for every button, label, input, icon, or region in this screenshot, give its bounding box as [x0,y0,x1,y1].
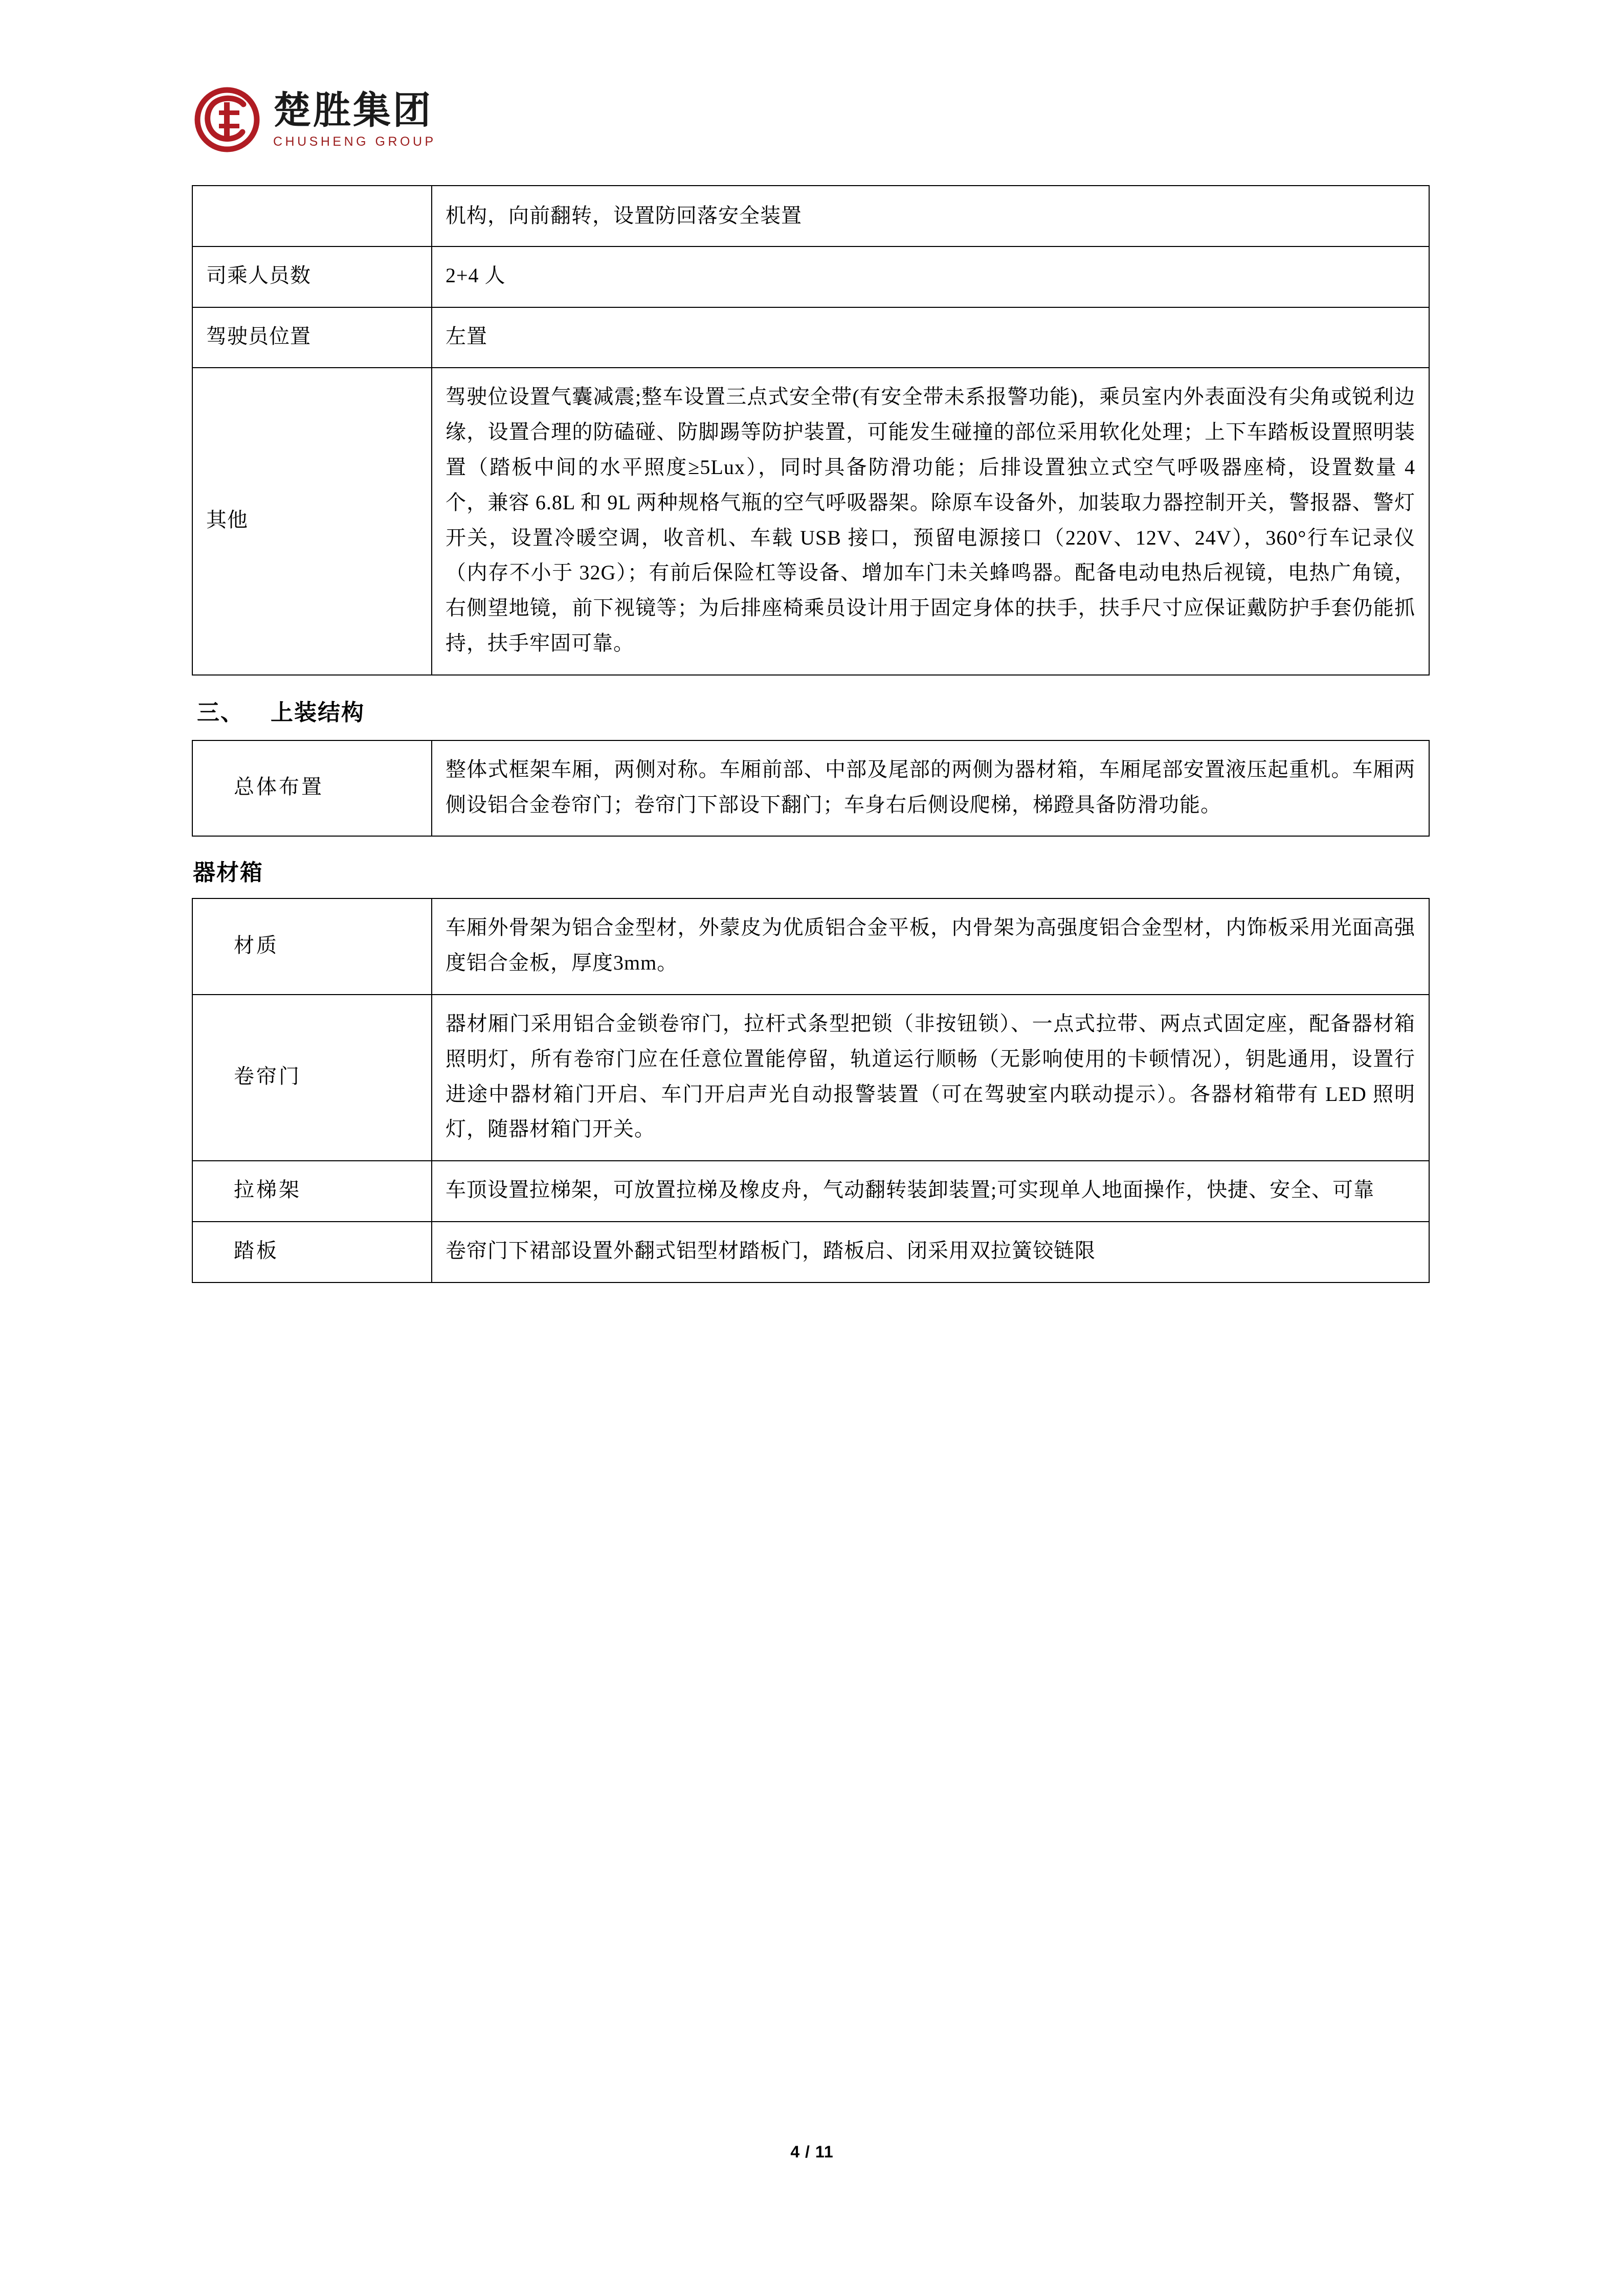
row-value: 机构，向前翻转，设置防回落安全装置 [432,186,1429,246]
table-row [192,1222,1429,1282]
subsection-heading: 器材箱 [193,860,263,886]
row-label: 其他 [192,368,432,674]
table-row [192,186,1429,246]
spec-table-equipment-box [192,898,1430,1282]
brand-text [273,88,436,149]
row-label: 卷帘门 [192,995,432,1161]
row-value: 器材厢门采用铝合金锁卷帘门，拉杆式条型把锁（非按钮锁）、一点式拉带、两点式固定座，配备器材箱照明灯，所有卷帘门应在任意位置能停留，轨道运行顺畅（无影响使用的卡顿情况），钥匙通用，设置行进途中器材箱门开启、车门开启声光自动报警装置（可在驾驶室内联动提示）。各器材箱带有 LED 照明灯，随器材箱门开关。 [432,995,1429,1161]
brand-name-en: CHUSHENG GROUP [273,134,436,149]
table-row [192,246,1429,307]
row-value: 车顶设置拉梯架，可放置拉梯及橡皮舟，气动翻转装卸装置;可实现单人地面操作，快捷、安全、可靠 [432,1161,1429,1222]
row-value: 驾驶位设置气囊减震;整车设置三点式安全带(有安全带未系报警功能)，乘员室内外表面没有尖角或锐利边缘，设置合理的防磕碰、防脚踢等防护装置，可能发生碰撞的部位采用软化处理；上下车踏板设置照明装置（踏板中间的水平照度≥5Lux），同时具备防滑功能；后排设置独立式空气呼吸器座椅，设置数量 4 个，兼容 6.8L 和 9L 两种规格气瓶的空气呼吸器架。除原车设备外，加装取力器控制开关，警报器、警灯开关，设置冷暖空调，收音机、车载 USB 接口，预留电源接口（220V、12V、24V），360°行车记录仪（内存不小于 32G）；有前后保险杠等设备、增加车门未关蜂鸣器。配备电动电热后视镜，电热广角镜，右侧望地镜，前下视镜等；为后排座椅乘员设计用于固定身体的扶手，扶手尺寸应保证戴防护手套仍能抓持，扶手牢固可靠。 [432,368,1429,674]
row-label: 踏板 [192,1222,432,1282]
page-number: 4 / 11 [790,2143,834,2161]
row-label: 材质 [192,898,432,995]
chusheng-logo-icon [194,87,260,152]
document-header [194,87,436,152]
row-label: 司乘人员数 [192,246,432,307]
document-content [192,185,1430,1283]
table-row [192,1161,1429,1222]
table-row [192,898,1429,995]
row-label: 拉梯架 [192,1161,432,1222]
row-value: 2+4 人 [432,246,1429,307]
brand-name-cn: 楚胜集团 [273,88,433,131]
table-row [192,995,1429,1161]
row-value: 车厢外骨架为铝合金型材，外蒙皮为优质铝合金平板，内骨架为高强度铝合金型材，内饰板采用光面高强度铝合金板，厚度3mm。 [432,898,1429,995]
spec-table-chassis [192,185,1430,676]
row-value: 左置 [432,307,1429,368]
table-row [192,368,1429,674]
section-number: 三、 [197,700,244,725]
spec-table-layout [192,740,1430,837]
row-label [192,186,432,246]
row-label: 总体布置 [192,740,432,837]
section-heading [197,694,1430,727]
page-title: 上装结构 [271,700,365,725]
row-value: 整体式框架车厢，两侧对称。车厢前部、中部及尾部的两侧为器材箱，车厢尾部安置液压起重机。车厢两侧设铝合金卷帘门；卷帘门下部设下翻门；车身右后侧设爬梯，梯蹬具备防滑功能。 [432,740,1429,837]
table-row [192,740,1429,837]
table-row [192,307,1429,368]
row-label: 驾驶员位置 [192,307,432,368]
row-value: 卷帘门下裙部设置外翻式铝型材踏板门，踏板启、闭采用双拉簧铰链限 [432,1222,1429,1282]
